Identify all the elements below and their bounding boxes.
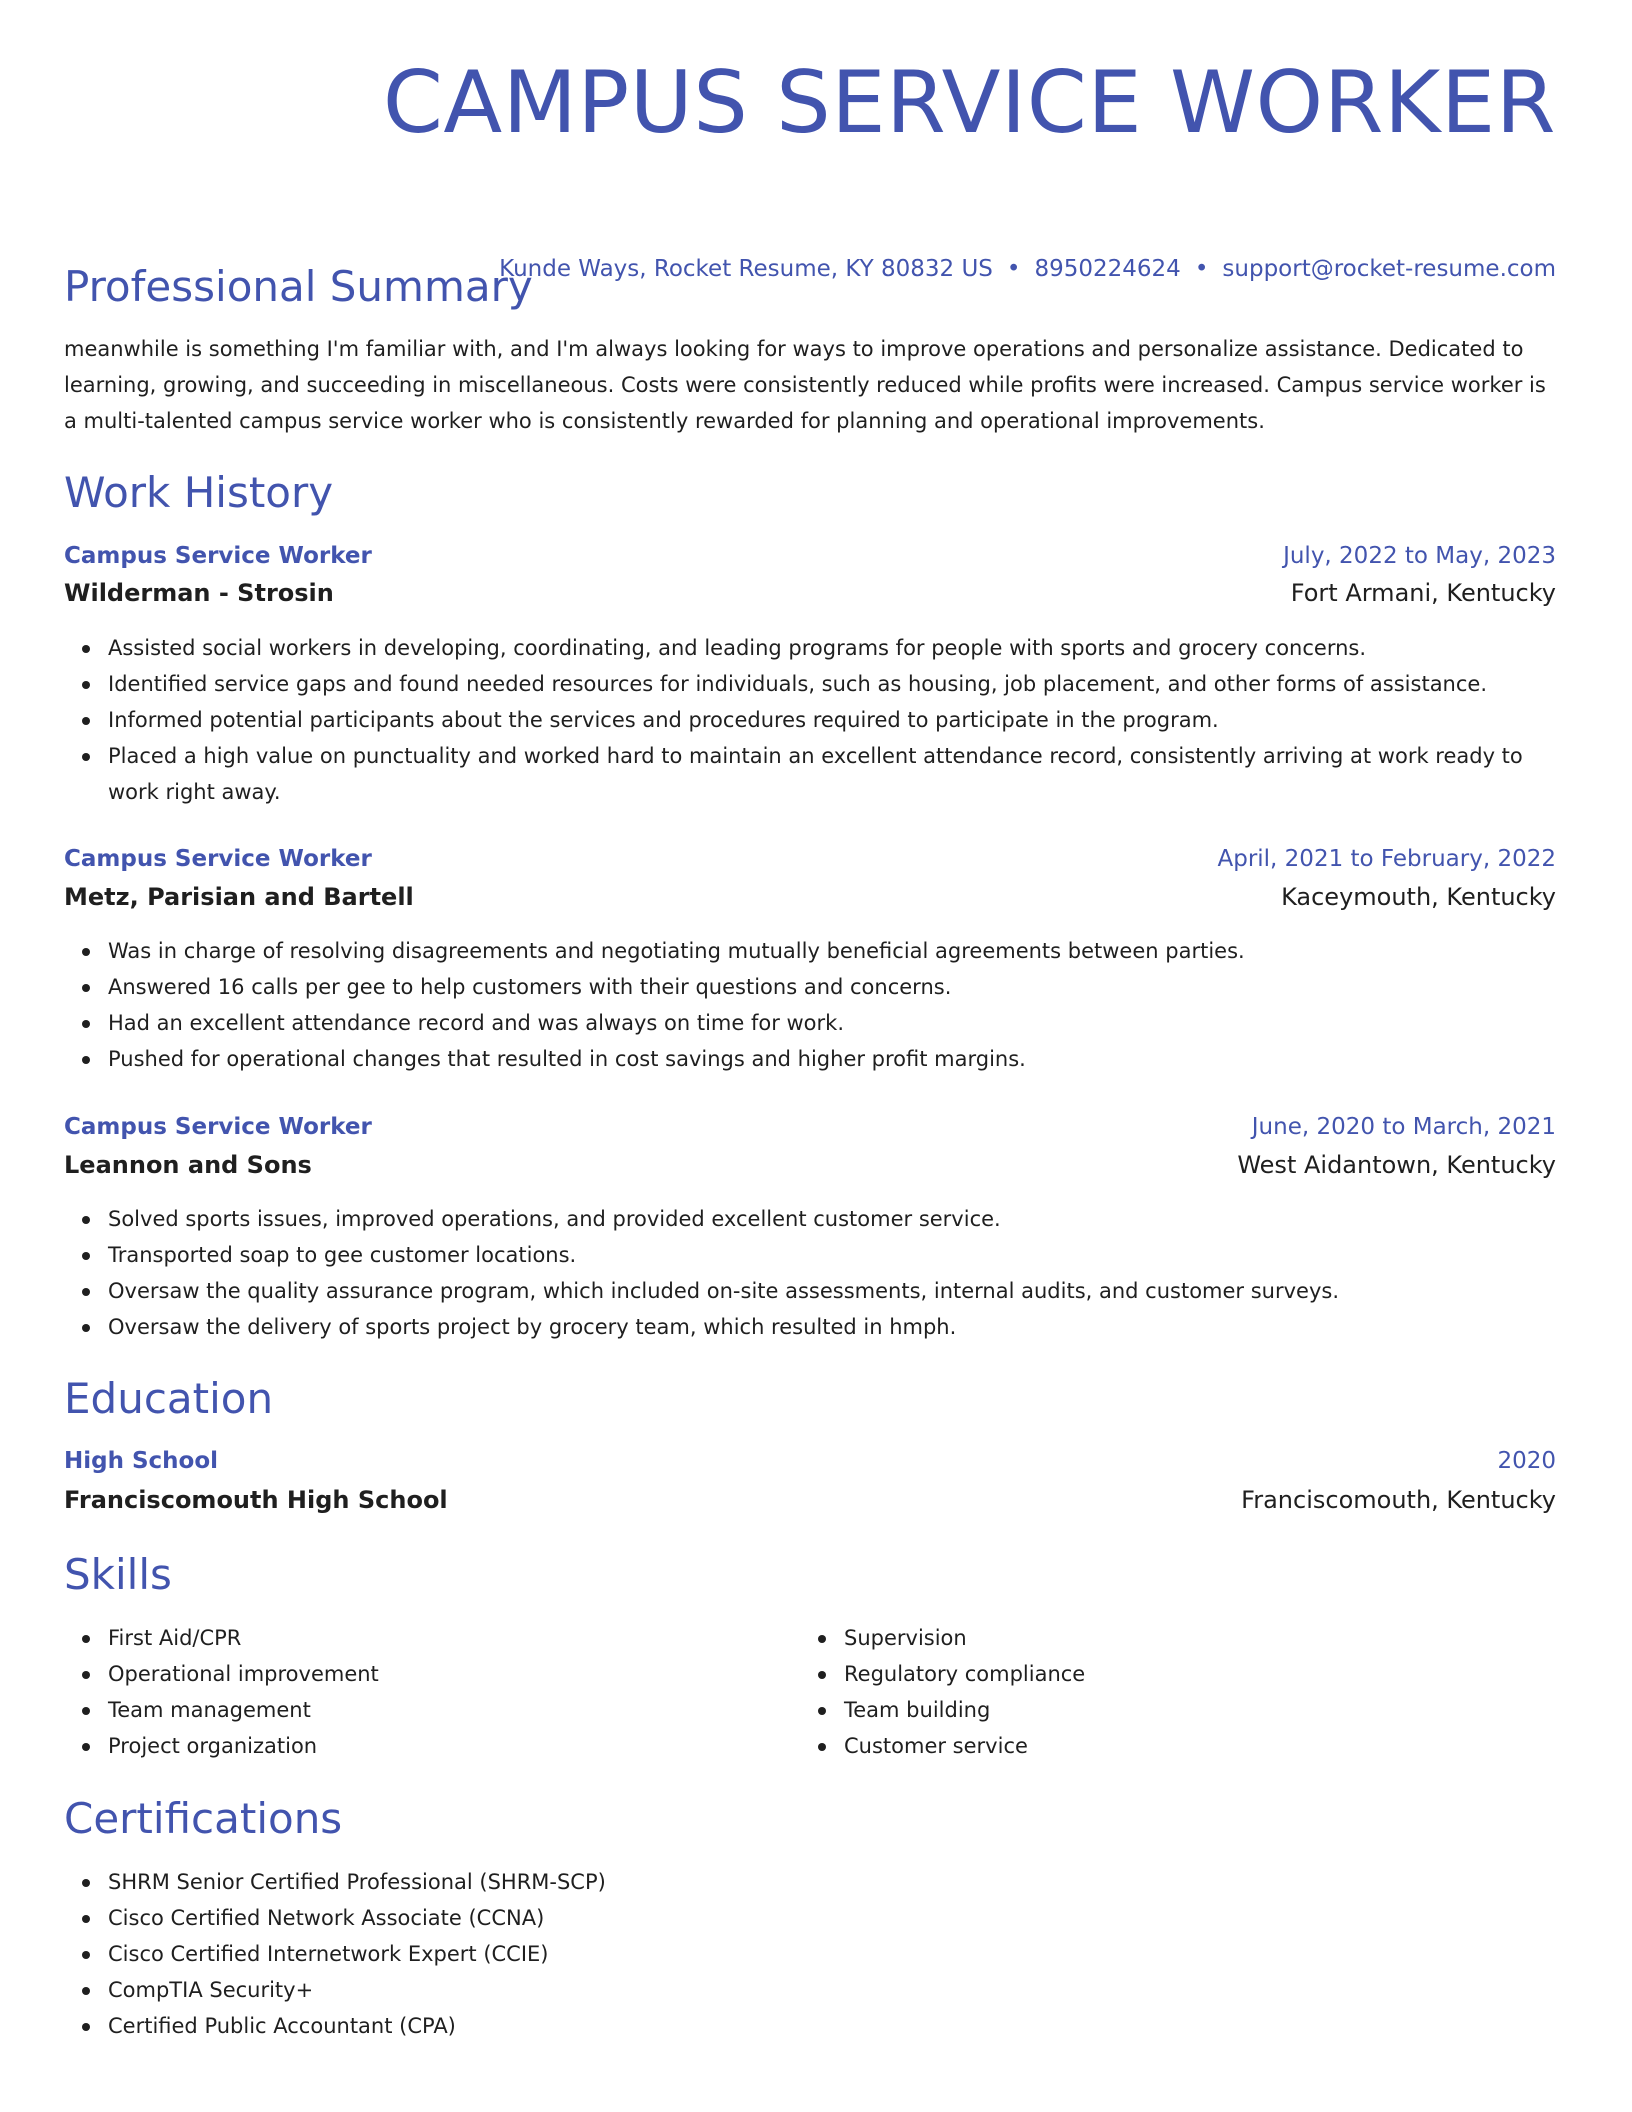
education-location: Franciscomouth, Kentucky	[1241, 1486, 1556, 1514]
job-title: Campus Service Worker	[64, 1114, 372, 1140]
resume-page	[64, 0, 1556, 2038]
job-dates: June, 2020 to March, 2021	[1251, 1114, 1556, 1140]
job-company: Leannon and Sons	[64, 1151, 312, 1179]
job-location: West Aidantown, Kentucky	[1237, 1151, 1556, 1179]
skill-item: Team management	[108, 1692, 788, 1728]
contact-email: support@rocket-resume.com	[1222, 256, 1556, 282]
list-item: Pushed for operational changes that resulted in cost savings and higher profit margins.	[108, 1041, 1556, 1077]
list-item: Transported soap to gee customer locations.	[108, 1237, 1556, 1273]
education-school: Franciscomouth High School	[64, 1486, 448, 1514]
contact-separator: •	[1194, 256, 1209, 282]
skill-item: Project organization	[108, 1728, 788, 1764]
job-company: Wilderman - Strosin	[64, 579, 334, 607]
job-location: Fort Armani, Kentucky	[1290, 579, 1556, 607]
skill-item: Supervision	[844, 1620, 1544, 1656]
work-history-heading: Work History	[64, 468, 334, 517]
certifications-heading: Certifications	[64, 1794, 343, 1843]
contact-phone: 8950224624	[1034, 256, 1181, 282]
job-location: Kaceymouth, Kentucky	[1281, 883, 1556, 911]
job-dates: April, 2021 to February, 2022	[1217, 846, 1556, 872]
certification-item: Cisco Certified Internetwork Expert (CCIE)	[108, 1936, 1556, 1972]
education-heading: Education	[64, 1374, 274, 1423]
certification-item: CompTIA Security+	[108, 1972, 1556, 2008]
job-title: Campus Service Worker	[64, 543, 372, 569]
job-company: Metz, Parisian and Bartell	[64, 883, 414, 911]
list-item: Identified service gaps and found needed resources for individuals, such as housing, job placement, and other forms of assistance.	[108, 666, 1556, 702]
skills-heading: Skills	[64, 1550, 172, 1599]
list-item: Oversaw the quality assurance program, which included on-site assessments, internal audits, and customer surveys.	[108, 1273, 1556, 1309]
certification-item: SHRM Senior Certified Professional (SHRM-SCP)	[108, 1864, 1556, 1900]
certification-item: Cisco Certified Network Associate (CCNA)	[108, 1900, 1556, 1936]
skills-list-left	[64, 1620, 788, 1764]
summary-text: meanwhile is something I'm familiar with, and I'm always looking for ways to improve operations and personalize assistance. Dedicated to learning, growing, and succeeding in miscellaneous. Costs were consistently reduced while profits were increased. Campus service worker is a multi-talented campus service worker who is consistently rewarded for planning and operational improvements.	[64, 337, 1546, 433]
skill-item: Operational improvement	[108, 1656, 788, 1692]
skill-item: Regulatory compliance	[844, 1656, 1544, 1692]
skill-item: Team building	[844, 1692, 1544, 1728]
job-title: Campus Service Worker	[64, 846, 372, 872]
skill-item: Customer service	[844, 1728, 1544, 1764]
education-degree: High School	[64, 1448, 219, 1474]
skill-item: First Aid/CPR	[108, 1620, 788, 1656]
list-item: Was in charge of resolving disagreements and negotiating mutually beneficial agreements between parties.	[108, 933, 1556, 969]
certification-item: Certified Public Accountant (CPA)	[108, 2008, 1556, 2044]
list-item: Oversaw the delivery of sports project by grocery team, which resulted in hmph.	[108, 1309, 1556, 1345]
list-item: Placed a high value on punctuality and worked hard to maintain an excellent attendance record, consistently arriving at work ready to work right away.	[108, 738, 1556, 810]
contact-line	[499, 254, 1556, 284]
list-item: Solved sports issues, improved operations, and provided excellent customer service.	[108, 1201, 1556, 1237]
list-item: Assisted social workers in developing, coordinating, and leading programs for people with sports and grocery concerns.	[108, 630, 1556, 666]
job-bullets	[64, 630, 1556, 810]
resume-name: CAMPUS SERVICE WORKER	[382, 53, 1556, 153]
list-item: Had an excellent attendance record and was always on time for work.	[108, 1005, 1556, 1041]
job-bullets	[64, 1201, 1556, 1345]
education-year: 2020	[1497, 1448, 1556, 1474]
list-item: Informed potential participants about the services and procedures required to participate in the program.	[108, 702, 1556, 738]
list-item: Answered 16 calls per gee to help customers with their questions and concerns.	[108, 969, 1556, 1005]
job-dates: July, 2022 to May, 2023	[1283, 543, 1556, 569]
skills-list-right	[800, 1620, 1544, 1764]
summary-heading: Professional Summary	[64, 262, 533, 311]
certifications-list	[64, 1864, 1556, 2044]
contact-address: Kunde Ways, Rocket Resume, KY 80832 US	[499, 256, 993, 282]
job-bullets	[64, 933, 1556, 1077]
contact-separator: •	[1006, 256, 1021, 282]
